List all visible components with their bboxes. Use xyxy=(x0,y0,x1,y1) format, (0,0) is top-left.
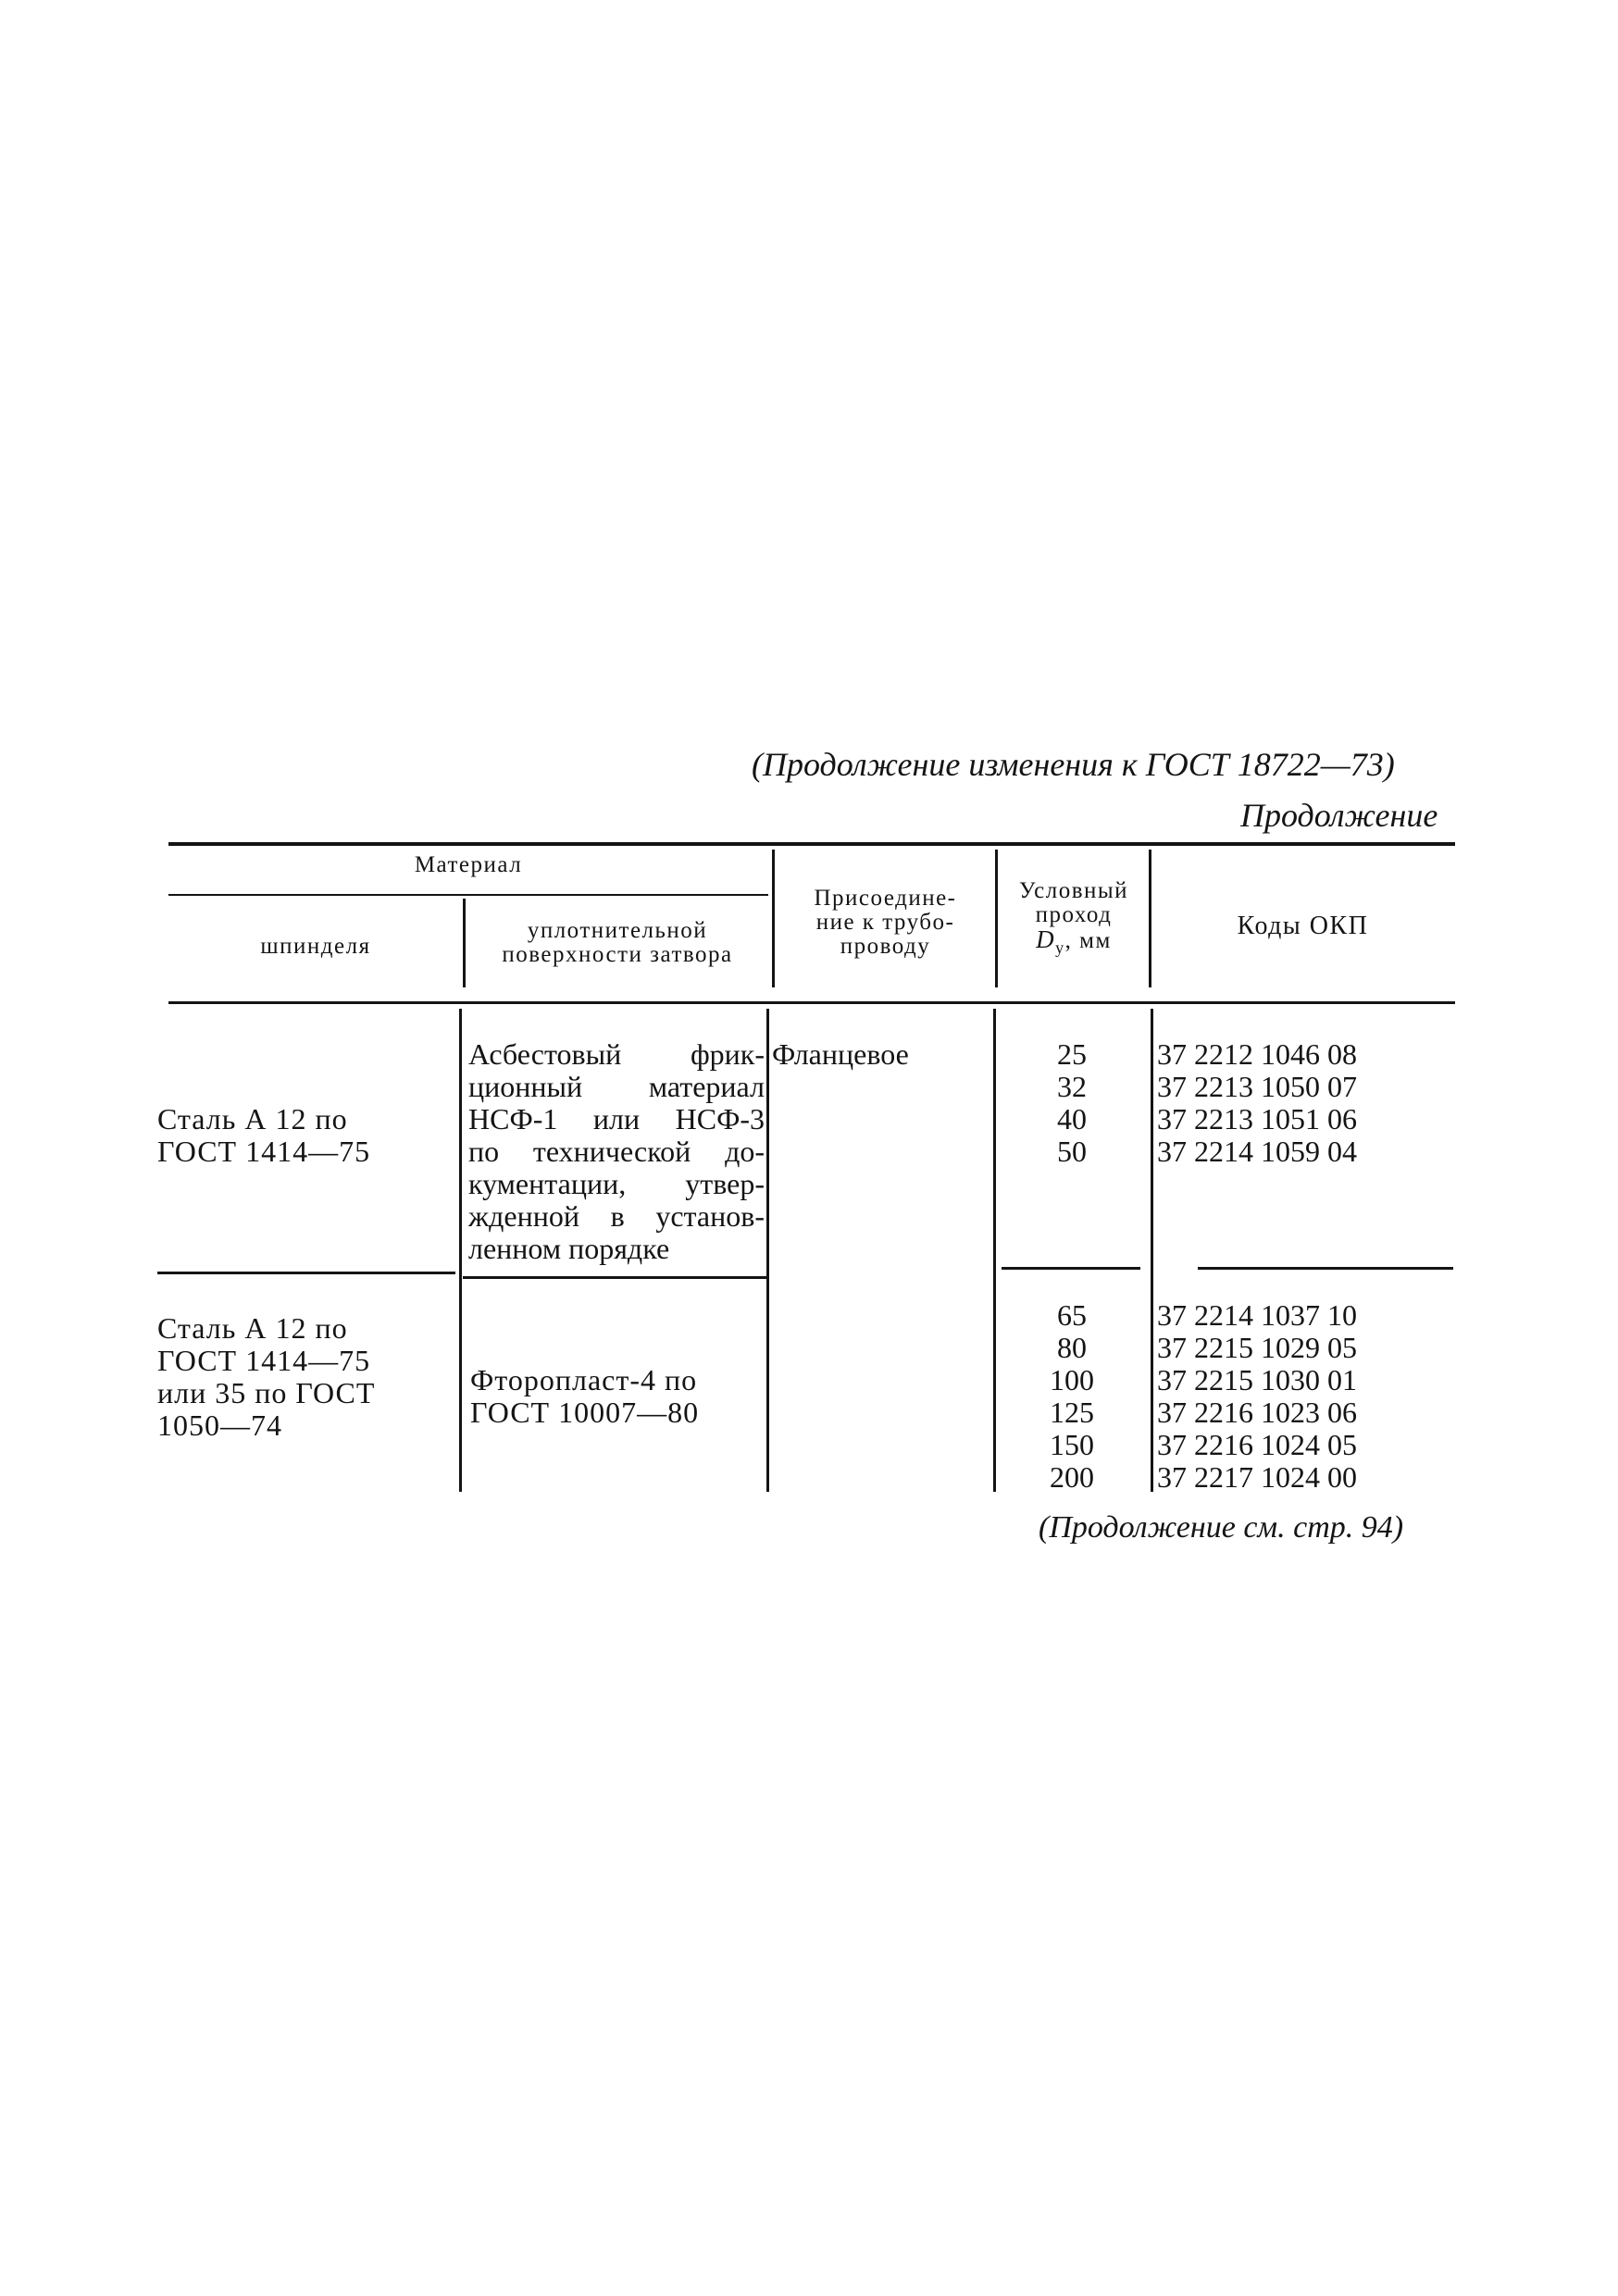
header-okp-codes: Коды ОКП xyxy=(1237,912,1369,940)
material-underline xyxy=(168,894,768,896)
spindle-material-cell: Сталь А 12 по ГОСТ 1414—75 или 35 по ГОСТ 1050—74 xyxy=(157,1311,376,1442)
body-vline-codes xyxy=(1151,1009,1153,1492)
header-vline-codes xyxy=(1149,850,1151,987)
sealing-material-cell: Асбестовый фрик- ционный материал НСФ-1 или НСФ-3 по технической до- кументации, утвер- жденной в установ- ленном порядке xyxy=(468,1037,765,1265)
okp-code-cell: 37 2212 1046 08 37 2213 1050 07 37 2213 1051 06 37 2214 1059 04 xyxy=(1157,1037,1357,1168)
header-vline-bore xyxy=(995,850,998,987)
connection-cell: Фланцевое xyxy=(772,1037,909,1071)
row-divider-codes xyxy=(1198,1267,1453,1270)
row-divider-sealing xyxy=(463,1276,768,1279)
header-sealing-surface: уплотнительной поверхности затвора xyxy=(502,918,733,967)
row-divider-left xyxy=(157,1272,455,1274)
header-spindle: шпинделя xyxy=(260,934,371,959)
continuation-footer: (Продолжение см. стр. 94) xyxy=(1039,1510,1404,1545)
bore-cell: 65 80 100 125 150 200 xyxy=(1050,1298,1094,1494)
body-vline-spindle xyxy=(459,1009,462,1492)
header-bottom-rule xyxy=(168,1001,1455,1004)
header-nominal-bore: Условный проход $D_у$, мм xyxy=(999,879,1149,960)
body-vline-connection xyxy=(766,1009,769,1492)
table-continuation-label: Продолжение xyxy=(1240,797,1438,834)
header-vline-connection xyxy=(772,850,775,987)
spindle-material-cell: Сталь А 12 по ГОСТ 1414—75 xyxy=(157,1102,371,1168)
continuation-note: (Продолжение изменения к ГОСТ 18722—73) xyxy=(752,746,1395,783)
sealing-material-cell: Фторопласт-4 по ГОСТ 10007—80 xyxy=(470,1363,700,1429)
okp-code-cell: 37 2214 1037 10 37 2215 1029 05 37 2215 1030 01 37 2216 1023 06 37 2216 1024 05 37 2217 1024 00 xyxy=(1157,1298,1357,1494)
header-vline-spindle xyxy=(463,899,466,987)
header-connection: Присоедине- ние к трубо- проводу xyxy=(814,886,957,959)
bore-cell: 25 32 40 50 xyxy=(1057,1037,1087,1168)
table-top-rule xyxy=(168,842,1455,846)
header-material: Материал xyxy=(414,852,523,877)
row-divider-bore xyxy=(1002,1267,1140,1270)
nominal-bore-symbol: $D_у$, мм xyxy=(1036,925,1112,957)
body-vline-bore xyxy=(993,1009,996,1492)
